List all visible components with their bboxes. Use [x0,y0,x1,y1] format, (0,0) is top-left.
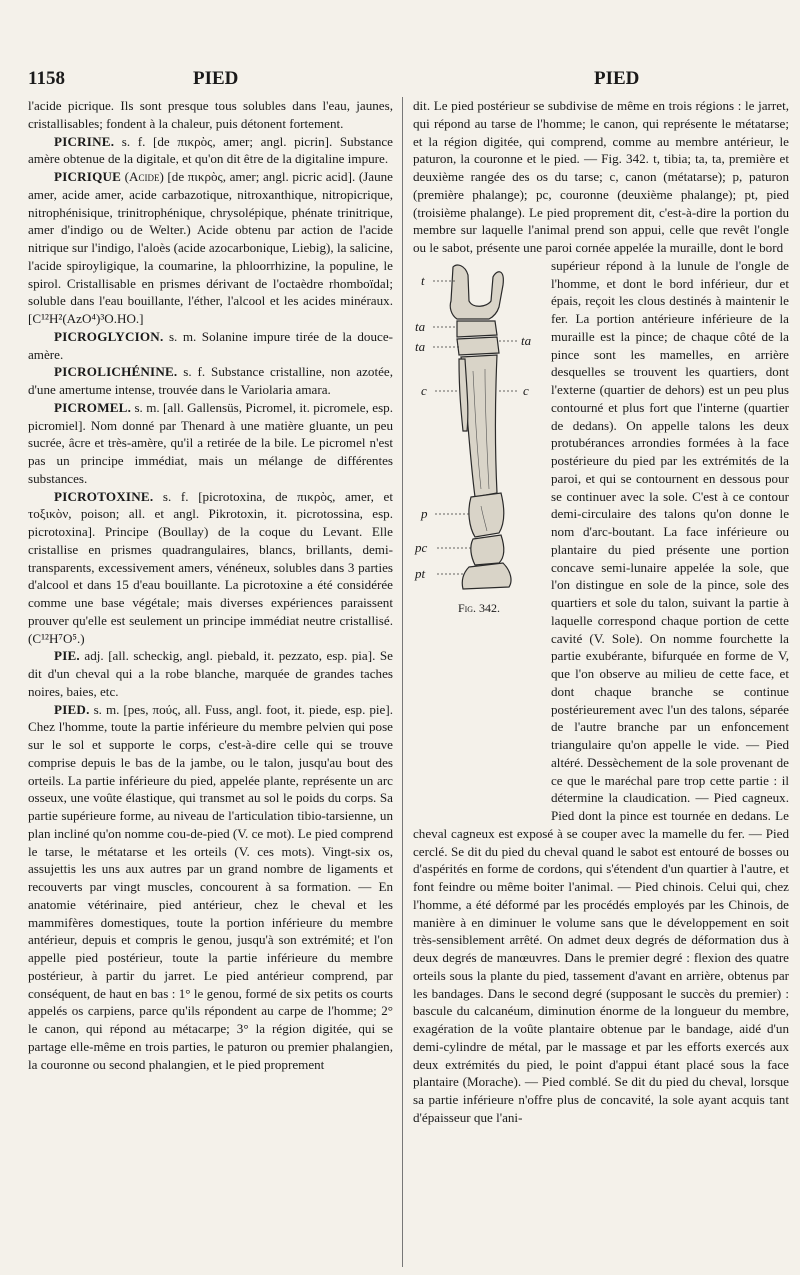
figure-label-t: t [421,272,425,288]
entry-body: s. f. [de πικρὸς, amer; angl. picrin]. Substance amère obtenue de la digitale, et qu'on dit être de la digitaline impure. [28,133,393,167]
entry-body: s. m. Solanine impure tirée de la douce-amère. [28,328,393,362]
headword: PICROGLYCION. [54,328,164,344]
right-column [413,97,789,1267]
entry-pied [28,701,393,1074]
entry-body: [de πικρὸς, amer; angl. picric acid]. (Jaune amer, acide amer, acide carbazotique, nitroxanthique, nitropicrique, nitrophénisique, trinitrophénique, chrysolépique, phénate trinitrique, amer d'indigo ou de Welter.) Acide obtenu par action de l'acide nitrique sur l'indigo, l'aloès (acide azocarbonique, Liebig), la salicine, l'acide spiroyligique, la coumarine, la phloorrhizine, la populine, le spirol. Cristallisable en prismes dérivant de l'octaèdre rhomboïdal; soluble dans l'eau bouillante, l'éther, l'alcool et les acides minéraux. [C¹²H²(AzO⁴)³O.HO.] [28,169,393,326]
entry-picrine [28,133,393,169]
headword: PIED. [54,701,90,717]
guide-word-right: PIED [594,68,640,89]
page-number: 1158 [28,68,65,89]
paragraph-continuation: l'acide picrique. Ils sont presque tous solubles dans l'eau, jaunes, cristallisables; fondent à la chaleur, puis détonent fortement. [28,98,393,131]
figure-label-pt: pt [415,565,426,581]
figure-label-c: c [523,382,529,398]
tarsal-row-1 [457,321,497,337]
paragraph-continuation-wrapped: supérieur répond à la lunule de l'ongle de l'homme, et dont le bord inférieur, dur et épais, reçoit les clous destinés à maintenir le fer. La portion antérieure inférieure de la muraille est la pince; de chaque côté de la pince sont les mamelles, en arrière desquelles se trouvent les quartiers, dont l'externe (quartier de dehors) est un peu plus contourné et plus fort que l'interne (quartier de dedans). On appelle talons les deux protubérances arrondies formées à la face postérieure du pied par les extrémités de la paroi, et qui se contournent en dessous pour se continuer avec la sole. C'est à ce contour demi-circulaire des talons qu'on donne le nom d'arc-boutant. La face inférieure ou plantaire du pied présente une portion concave semi-lunaire appelée la sole, que l'on distingue en sole de la pince, sole des quartiers et sole du talon, suivant la partie à laquelle correspond chaque portion de cette cavité (V. Sole). On nomme fourchette la partie exubérante, bifurquée en forme de V, que l'on observe au milieu de cette face, et dont chaque branche se continue postérieurement avec l'un des talons, séparée de l'autre branche par un enfoncement triangulaire qu'on appelle le vide. — Pied altéré. Dessèchement de la sole provenant de ce que le maréchal pare trop cette partie : il détermine la claudication. — Pied cagneux. Pied dont la pince est tournée en dedans. Le cheval cagneux est exposé à se couper avec la mamelle du fer. — Pied cerclé. Se dit du pied du cheval quand le sabot est entouré de bosses ou d'aspérités en forme de cordons, qui s'étendent d'un quartier à l'autre, et font feindre ou même boiter l'animal. — Pied chinois. Celui qui, chez l'homme, a été déformé par les procédés employés par les Chinois, de manière à en diminuer le volume sans que le développement en soit très-sensiblement arrêté. On admet deux degrés de déformation dus à deux degrés de manœuvres. Dans le premier degré : flexion des quatre orteils sous la plante du pied, tassement d'avant en arrière, obtenus par les bandages. Dans le second degré (supposant le succès du premier) : bascule du calcanéum, diminution énorme de la longueur du membre, exagération de la voûte plantaire obtenue par le bandage, aidé d'un demi-cylindre de métal, par le massage et par les efforts exercés aux deux extrémités du pied, le point d'appui étant placé sous la face plantaire (Morache). — Pied comblé. Se dit du pied du cheval, lorsque sa partie inférieure n'offre plus de concavité, la sole ayant acquis tant d'épaisseur que l'ani- [413,257,789,1125]
entry-picromel [28,399,393,488]
tibia-shape [450,265,503,319]
guide-word-left: PIED [193,68,239,89]
paturon-bone [469,493,504,537]
figure-label-c: c [421,382,427,398]
entry-body: s. m. [all. Gallensüs, Picromel, it. picromele, esp. picromiel]. Nom donné par Thenard à une matière gluante, un peu sucrée, âcre et très-amère, qu'il a retirée de la bile. Le picromel n'est pas un principe immédiat, mais un mélange de différentes substances. [28,399,393,486]
figure-label-ta: ta [415,338,426,354]
figure-caption: Fig. 342. [457,600,501,615]
headword: PICRINE. [54,133,115,149]
column-divider [402,97,403,1267]
figure-label-ta: ta [521,332,532,348]
tarsal-row-2 [457,337,499,355]
headword: PIE. [54,648,80,664]
figure-label-p: p [421,505,428,521]
entry-picrotoxine [28,488,393,648]
headword: PICROLICHÉNINE. [54,364,178,380]
entry-body: s. f. [picrotoxina, de πικρὸς, amer, et τοξικὸν, poison; all. et angl. Pikrotoxin, it. picrotossina, esp. picrotoxina]. Principe (Boullay) de la coque du Levant. Elle cristallise en prismes quadrangulaires, blancs, brillants, demi-transparents, excessivement amers, vénéneux, solubles dans 3 parties d'alcool et dans 15 d'eau bouillante. La picrotoxine a été considérée comme une base végétale; mais diverses expériences paraissent prouver qu'elle est seulement un principe immédiat neutre cristallisé. (C¹²H⁷O⁵.) [28,488,393,646]
headword: PICROMEL. [54,399,132,415]
figure-label-ta: ta [415,318,426,334]
headword: PICROTOXINE. [54,488,154,504]
headword-qualifier: (Acide) [121,169,164,184]
entry-picrique [28,168,393,328]
entry-pie [28,647,393,700]
couronne-bone [471,535,504,565]
headword: PICRIQUE [54,169,122,184]
paragraph-continuation: dit. Le pied postérieur se subdivise de même en trois régions : le jarret, qui répond au tarse de l'homme; le canon, qui représente le métatarse; et la région digitée, qui comprend, comme au membre antérieur, le paturon, la couronne et le pied. — Fig. 342. t, tibia; ta, ta, première et deuxième rangée des os du tarse; c, canon (métatarse); p, paturon (première phalange); pc, couronne (deuxième phalange); pt, pied (troisième phalange). Le pied proprement dit, c'est-à-dire la portion du membre sur laquelle l'animal prend son appui, celle que revêt l'ongle ou le sabot, présente une paroi cornée appelée la muraille, dont le bord [413,98,789,255]
entry-picrolichenine [28,363,393,399]
left-column [28,97,393,1267]
entry-picroglycion [28,328,393,364]
entry-body: adj. [all. scheckig, angl. piebald, it. pezzato, esp. pia]. Se dit d'un cheval qui a la robe blanche, marquée de grandes taches noires, baies, etc. [28,648,393,699]
entry-body: s. m. [pes, πούς, all. Fuss, angl. foot, it. piede, esp. pie]. Chez l'homme, toute la partie inférieure du membre pelvien qui pose sur le sol et supporte le corps, c'est-à-dire celle qui se trouve comprise depuis le bas de la jambe, ou le talon, jusqu'au bout des orteils. La partie inférieure du pied, appelée plante, représente un arc osseux, une voûte élastique, qui transmet au sol le poids du corps. Sa partie supérieure forme, au niveau de l'articulation tibio-tarsienne, un plan incliné qu'on nomme cou-de-pied (V. ce mot). Le pied comprend le tarse, le métatarse et les orteils (V. ces mots). Vingt-six os, assujettis les uns aux autres par un grand nombre de ligaments et recouverts par vingt muscles, concourent à sa formation. — En anatomie vétérinaire, pied antérieur, chez le cheval et les mammifères domestiques, toute la portion inférieure du membre antérieur, depuis et compris le genou, jusqu'à son extrémité; et l'on appelle pied postérieur, toute la partie inférieure du membre postérieur, à partir du jarret. Le pied antérieur comprend, par conséquent, de haut en bas : 1° le genou, formé de six petits os courts appelés os carpiens, parce qu'ils répondent au carpe de l'homme; 2° le canon, qui répond au métacarpe; 3° la région digitée, qui se partage elle-même en trois parties, le paturon ou premier phalangien, la couronne ou second phalangien, et le pied proprement [28,701,393,1072]
figure-label-pc: pc [415,539,428,555]
running-head [28,68,778,94]
entry-body: s. f. Substance cristalline, non azotée, d'une amertume intense, trouvée dans le Variolaria amara. [28,364,393,397]
figure-342 [413,261,545,821]
horse-hind-limb-bones-illustration [413,261,545,596]
coffin-bone [462,563,511,589]
